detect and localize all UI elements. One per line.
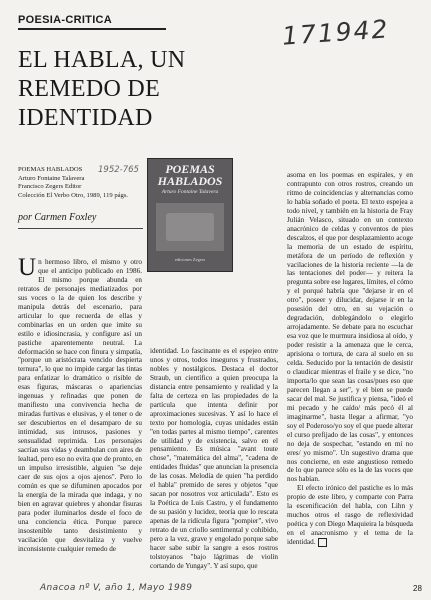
byline-rule [18, 228, 143, 229]
column-right [287, 171, 413, 547]
paragraph: asoma en los poemas en espirales, y en contrapunto con otros rostros, creando un ritmo de coincidencias y alternancias como lo había soñado el poeta. El texto espejea a todo nivel, y también en la historia de Fray Julián Velasco, situado en un contexto anacrónico de celdas y conventos de pies descalzos, el que por desplazamiento acoge la memoria de un estado de espíritu, metáfora de un período de reflexión y vacilaciones de la historia reciente —la de las tentaciones del poder— y reitera la pregunta sobre ese lugares, límites, el cómo y el porqué habría que "dejarse ir en el otro", poseer y dilucidar, dejarse ir en la posesión del otro, en su vejación o degradación, doblegándolo o elegirlo arrojadamente. Se debate para no escuchar esa voz que le murmura insidiosa al oído, y poder resistir a la amenaza que le cerca, aprisiona o tortura, de cara al suelo en su celda. Seducido por la tentación de desistir o claudicar mientras el fraile y se dice, "no importa/lo que sean las cosas/pues eso que parecen llegan a ser", y el bien se puede sacar del mal. Se justifica y piensa, "ideó el mi pecado y he caído/ más pecó él al imaginarme", hasta llegar a afirmar, "yo soy el Poderoso/yo soy el que puede alterar el curso prefijado de las cosas", y entonces no deja de sospechar, "estando en mí no eres/ yo mismo". Un sugestivo drama que nos concierne, en este angustioso remedo de lo que parece sólo es la de las voces que nos habían. [287, 171, 413, 484]
paragraph-text: n hermoso libro, el mismo y otro que el anticipo publicado en 1986. El mismo porque abunda en retratos de personajes mediatizados por sus voces o la de quien los describe y manipula detrás del escenario, para articular lo que recuerda de ellas y combinarlas en un orden que imite su estilo e idiosincrasia, y configure así un pastiche aparentemente neutral. La deformación se hace con finura y simpatía, "porque un aristócrata vencido despierta ternura", lo que no impide cargar las tintas para enfatizar lo dramático o risible de esas figuras, máscaras o apariencias ingenuas y refinadas que ponen de manifiesto una convivencia hecha de miradas furtivas e elusivas, y el tener o de ser descubiertos en el desamparo de su intimidad, sus intrusos, pasiones y sensualidad reprimida. Los personajes sacrían sus vidas y deambulan con aires de lealtad, pero eso no evita que de pronto, en un impulso irresistible, alguien "se deje caer de sus ojos a ojos ajenos". Pero lo común es que se difuminen apocados por la energía de la mirada que indaga, y no bien en agravar quiebres y ahondar fisuras para poder iluminarlos desde el foco de una conciencia ética. Porque parece insostenible tanto desistimiento y vacilación que desvitaliza y vuelve inconsistente cualquier remedo de [18, 258, 142, 553]
handwritten-annotation: 1952-765 [98, 165, 139, 175]
cover-author: Arturo Fontaine Talavera [161, 189, 219, 195]
column-middle [150, 347, 278, 571]
cover-title-line1: POEMAS [165, 162, 215, 176]
top-rule [18, 28, 166, 30]
paragraph [18, 254, 142, 553]
paragraph-text: El efecto irónico del pastiche es lo más propio de este libro, y comparte con Parra la escenificación del habla, con Lihn y muchos otros el rasgo de reflexividad poética y con Diego Maquieira la búsqueda en el anacronismo y el tema de la identidad. [287, 484, 413, 547]
book-publisher: Francisco Zegers Editor [18, 183, 82, 190]
book-title: POEMAS HABLADOS [18, 166, 83, 173]
page-number: 28 [413, 584, 422, 593]
author-byline: por Carmen Foxley [18, 212, 97, 223]
article-title: EL HABLA, UN REMEDO DE IDENTIDAD [18, 47, 186, 131]
drop-cap: U [18, 254, 37, 281]
book-cover-image [147, 158, 233, 272]
handwritten-source-note: Anacoa nº V, año 1, Mayo 1989 [40, 583, 193, 593]
book-author: Arturo Fontaine Talavera [18, 174, 85, 182]
column-left [18, 254, 142, 553]
cover-illustration [156, 203, 224, 251]
paragraph [287, 484, 413, 547]
cover-title-line2: HABLADOS [157, 174, 223, 188]
book-collection: Colección El Verbo Otro, 1989, 119 págs. [18, 191, 129, 199]
paragraph: identidad. Lo fascinante es el espejeo entre unos y otros, todos inseguros y frustrados, nobles y nostálgicos. Destaca el doctor Straub, un científico a quien preocupa la distancia entre pensamiento y realidad y la falta de certeza en las propiedades de la partícula que intenta definir por aproximaciones sucesivas. Y así lo hace el texto por homología, cuyas unidades están "en todas partes al mismo tiempo", carentes de utilidad y de existencia, salvo en el pensamiento. Es música "avant toute chose", "matemática del alma", "cadena de entidades fluidas" que anuncian la presencia de las cosas. Melodía de quien "ha perdido el habla" premido de seres y objetos "que sacan por nosotros voz articulada". Esto es la Poética de Luis Castro, y el fundamento de su pasión y lucidez, teoría que lo rescata apenas de la ridícula figura "pompier", vivo retrato de un criollo sentimental y cohibido, pero a la vez, grave y engolado porque sabe hacer sabe subir la sangre a esos rostros tolstoyanos "bajo lágrimas de violín cortando de Yungay". Y así supo, que [150, 347, 278, 570]
end-of-article-icon [318, 538, 327, 547]
cover-title [148, 163, 232, 187]
cover-publisher: ediciones Zegers [174, 257, 206, 262]
handwritten-catalog-number: 171942 [281, 14, 391, 51]
section-label: POESIA-CRITICA [18, 14, 113, 26]
